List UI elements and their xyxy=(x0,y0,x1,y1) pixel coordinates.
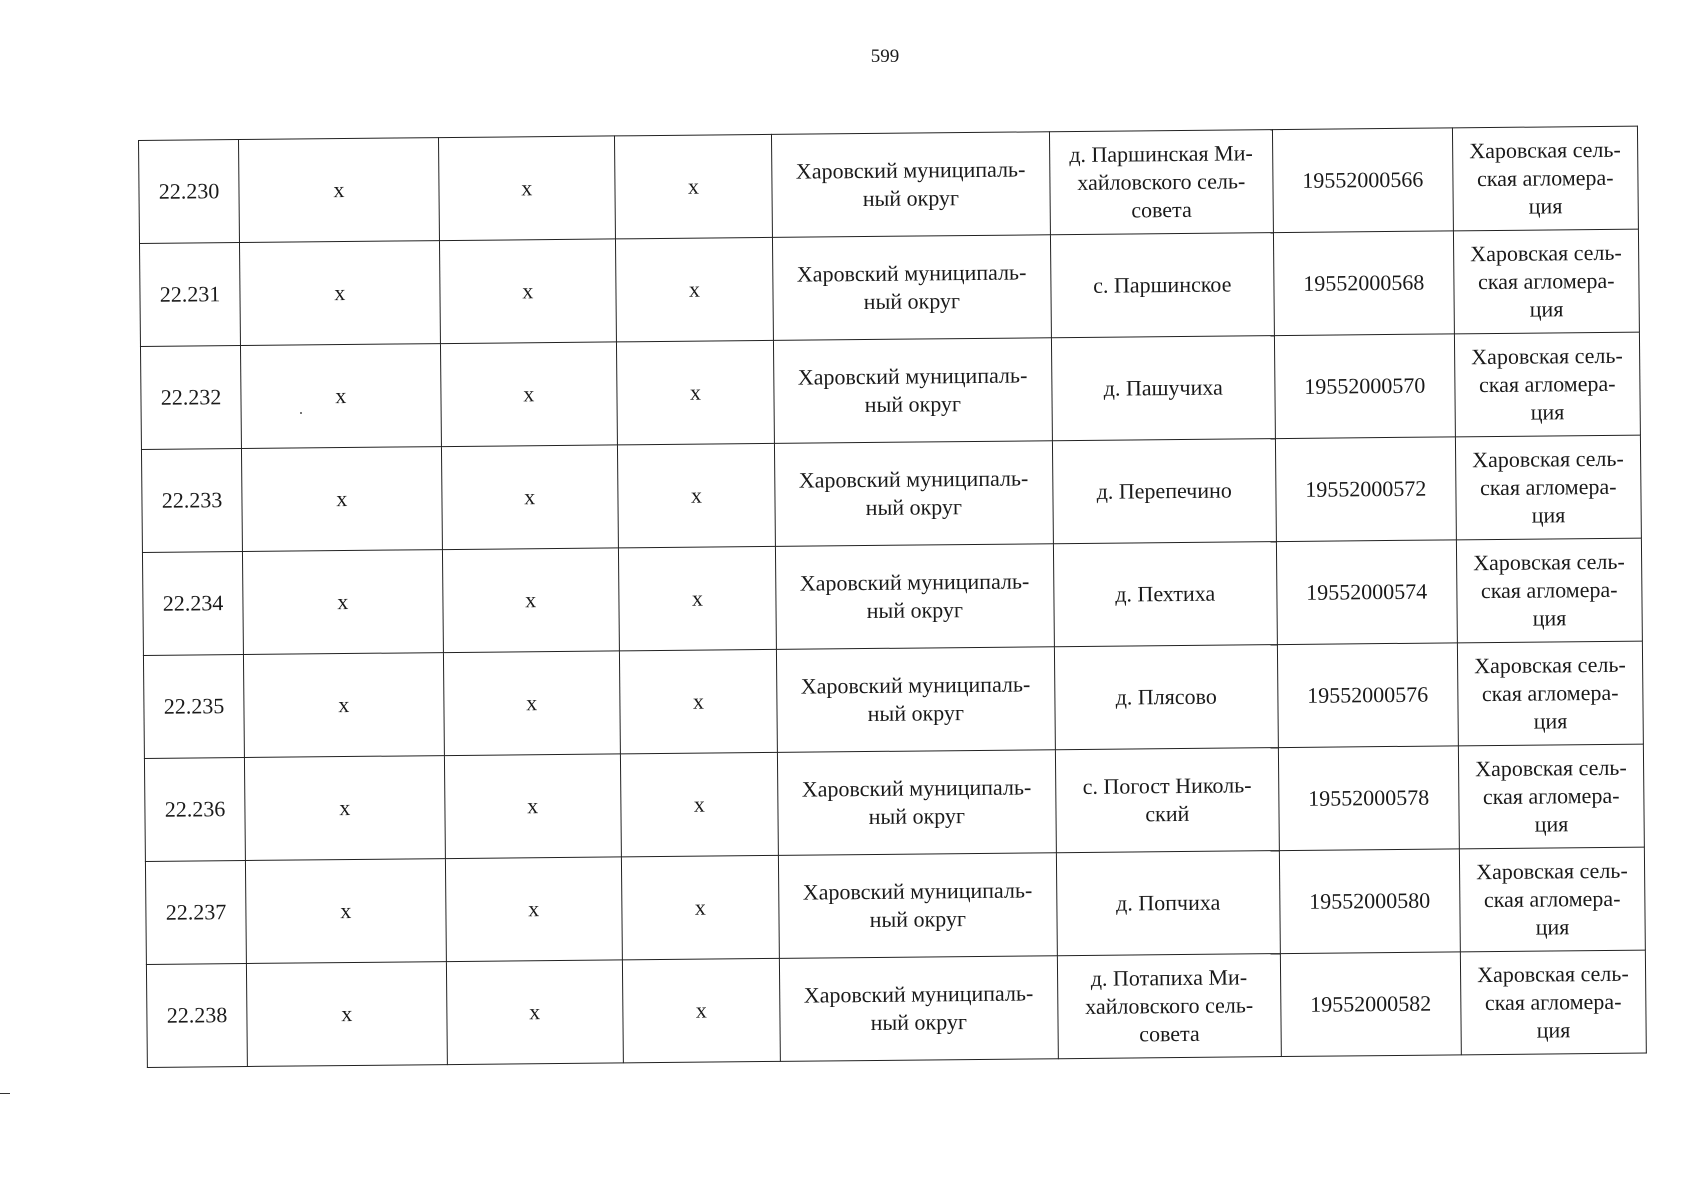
mark-cell-2: х xyxy=(446,960,623,1065)
agglomeration-cell: Харовская сель- ская агломера- ция xyxy=(1454,332,1640,437)
table-row xyxy=(143,641,1643,758)
table-row xyxy=(140,332,1640,449)
row-number-cell: 22.235 xyxy=(143,655,244,759)
district-cell: Харовский муниципаль- ный округ xyxy=(772,235,1051,341)
row-number-cell: 22.230 xyxy=(139,140,240,244)
table-row xyxy=(139,229,1639,346)
row-number-cell: 22.233 xyxy=(141,449,242,553)
oktmo-code-cell: 19552000570 xyxy=(1274,334,1455,439)
mark-cell-2: х xyxy=(442,548,619,653)
mark-cell-3: х xyxy=(617,443,775,548)
mark-cell-1: х xyxy=(241,344,441,449)
district-cell: Харовский муниципаль- ный округ xyxy=(777,750,1056,856)
mark-cell-1: х xyxy=(247,962,447,1067)
mark-cell-2: х xyxy=(445,857,622,962)
registry-table xyxy=(138,126,1647,1068)
mark-cell-1: х xyxy=(239,138,439,243)
oktmo-code-cell: 19552000568 xyxy=(1273,231,1454,336)
oktmo-code-cell: 19552000580 xyxy=(1279,849,1460,954)
margin-mark xyxy=(0,1093,10,1094)
mark-cell-3: х xyxy=(618,546,776,651)
settlement-cell: д. Плясово xyxy=(1054,645,1278,750)
settlement-cell: с. Паршинское xyxy=(1050,233,1274,338)
registry-table-container xyxy=(138,126,1647,1068)
mark-cell-3: х xyxy=(621,855,779,960)
row-number-cell: 22.234 xyxy=(142,552,243,656)
settlement-cell: д. Потапиха Ми- хайловского сель- совета xyxy=(1057,954,1281,1059)
scan-speck xyxy=(300,412,302,414)
table-row xyxy=(145,847,1645,964)
mark-cell-3: х xyxy=(616,340,774,445)
oktmo-code-cell: 19552000576 xyxy=(1277,643,1458,748)
mark-cell-3: х xyxy=(620,752,778,857)
mark-cell-2: х xyxy=(444,754,621,859)
district-cell: Харовский муниципаль- ный округ xyxy=(773,338,1052,444)
row-number-cell: 22.236 xyxy=(144,758,245,862)
agglomeration-cell: Харовская сель- ская агломера- ция xyxy=(1453,229,1639,334)
district-cell: Харовский муниципаль- ный округ xyxy=(775,544,1054,650)
mark-cell-1: х xyxy=(244,653,444,758)
mark-cell-1: х xyxy=(245,756,445,861)
oktmo-code-cell: 19552000574 xyxy=(1276,540,1457,645)
mark-cell-3: х xyxy=(622,958,780,1063)
mark-cell-1: х xyxy=(242,447,442,552)
district-cell: Харовский муниципаль- ный округ xyxy=(771,132,1050,238)
settlement-cell: д. Паршинская Ми- хайловского сель- совета xyxy=(1049,130,1273,235)
oktmo-code-cell: 19552000582 xyxy=(1280,952,1461,1057)
table-row xyxy=(142,538,1642,655)
mark-cell-2: х xyxy=(441,445,618,550)
agglomeration-cell: Харовская сель- ская агломера- ция xyxy=(1452,126,1638,231)
mark-cell-1: х xyxy=(240,241,440,346)
district-cell: Харовский муниципаль- ный округ xyxy=(776,647,1055,753)
settlement-cell: д. Пашучиха xyxy=(1051,336,1275,441)
row-number-cell: 22.232 xyxy=(140,346,241,450)
settlement-cell: д. Попчиха xyxy=(1056,851,1280,956)
registry-table-body xyxy=(139,126,1647,1067)
page-number: 599 xyxy=(870,46,900,67)
row-number-cell: 22.238 xyxy=(146,963,247,1067)
mark-cell-2: х xyxy=(440,342,617,447)
agglomeration-cell: Харовская сель- ская агломера- ция xyxy=(1456,538,1642,643)
mark-cell-2: х xyxy=(443,651,620,756)
district-cell: Харовский муниципаль- ный округ xyxy=(779,956,1058,1062)
district-cell: Харовский муниципаль- ный округ xyxy=(778,853,1057,959)
agglomeration-cell: Харовская сель- ская агломера- ция xyxy=(1457,641,1643,746)
table-row xyxy=(141,435,1641,552)
table-row xyxy=(146,950,1646,1067)
mark-cell-2: х xyxy=(439,239,616,344)
row-number-cell: 22.231 xyxy=(139,243,240,347)
oktmo-code-cell: 19552000578 xyxy=(1278,746,1459,851)
district-cell: Харовский муниципаль- ный округ xyxy=(774,441,1053,547)
table-row xyxy=(144,744,1644,861)
mark-cell-3: х xyxy=(619,649,777,754)
mark-cell-1: х xyxy=(246,859,446,964)
mark-cell-3: х xyxy=(615,134,773,239)
agglomeration-cell: Харовская сель- ская агломера- ция xyxy=(1458,744,1644,849)
settlement-cell: д. Пехтиха xyxy=(1053,542,1277,647)
agglomeration-cell: Харовская сель- ская агломера- ция xyxy=(1459,847,1645,952)
row-number-cell: 22.237 xyxy=(145,860,246,964)
agglomeration-cell: Харовская сель- ская агломера- ция xyxy=(1455,435,1641,540)
oktmo-code-cell: 19552000572 xyxy=(1275,437,1456,542)
mark-cell-2: х xyxy=(438,136,615,241)
mark-cell-3: х xyxy=(616,237,774,342)
settlement-cell: с. Погост Николь- ский xyxy=(1055,748,1279,853)
oktmo-code-cell: 19552000566 xyxy=(1272,128,1453,233)
settlement-cell: д. Перепечино xyxy=(1052,439,1276,544)
agglomeration-cell: Харовская сель- ская агломера- ция xyxy=(1460,950,1646,1055)
table-row xyxy=(139,126,1639,243)
mark-cell-1: х xyxy=(243,550,443,655)
